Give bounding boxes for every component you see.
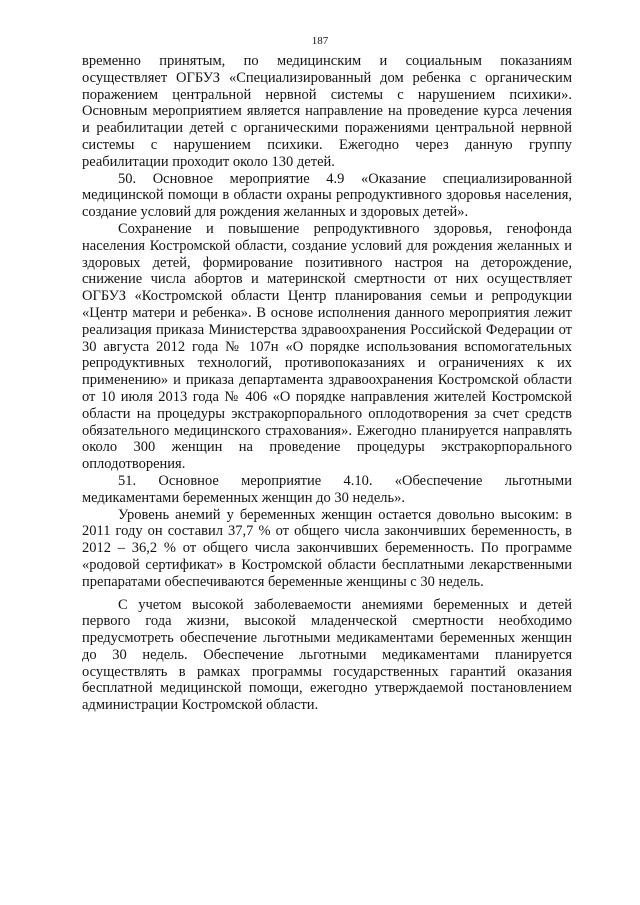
page-number: 187 [311,35,329,47]
paragraph-item-50: 50. Основное мероприятие 4.9 «Оказание специализированной медицинской помощи в области охраны репродуктивного здоровья населения, создание условий для рождения желанных и здоровых детей». [82,170,572,221]
paragraph-item-51: 51. Основное мероприятие 4.10. «Обеспечение льготными медикаментами беременных женщин до 30 недель». [82,472,572,506]
document-body [82,53,572,714]
paragraph-anemia-level: Уровень анемий у беременных женщин остается довольно высоким: в 2011 году он составил 37,7 % от общего числа закончивших беременность, в 2012 – 36,2 % от общего числа закончивших беременность. По программе «родовой сертификат» в Костромской области бесплатными лекарственными препаратами обеспечиваются беременные женщины с 30 недель. [82,506,572,590]
paragraph-continuation: временно принятым, по медицинским и социальным показаниям осуществляет ОГБУЗ «Специализированный дом ребенка с органическим поражением центральной нервной системы с нарушением психики». Основным мероприятием является направление на проведение курса лечения и реабилитации детей с органическими поражениями центральной нервной системы с нарушением психики. Ежегодно через данную группу реабилитации проходит около 130 детей. [82,53,572,170]
paragraph-medication-provision: С учетом высокой заболеваемости анемиями беременных и детей первого года жизни, высокой младенческой смертности необходимо предусмотреть обеспечение льготными медикаментами беременных женщин до 30 недель. Обеспечение льготными медикаментами планируется осуществлять в рамках программы государственных гарантий оказания бесплатной медицинской помощи, ежегодно утверждаемой постановлением администрации Костромской области. [82,596,572,714]
paragraph-reproductive-health: Сохранение и повышение репродуктивного здоровья, генофонда населения Костромской области, создание условий для рождения желанных и здоровых детей, формирование позитивного настроя на деторождение, снижение числа абортов и материнской смертности от них осуществляет ОГБУЗ «Костромской области Центр планирования семьи и репродукции «Центр матери и ребенка». В основе исполнения данного мероприятия лежит реализация приказа Министерства здравоохранения Российской Федерации от 30 августа 2012 года № 107н «О порядке использования вспомогательных репродуктивных технологий, противопоказаниях и ограничениях к их применению» и приказа департамента здравоохранения Костромской области от 10 июля 2013 года № 406 «О порядке направления жителей Костромской области на процедуры экстракорпорального оплодотворения за счет средств обязательного медицинского страхования». Ежегодно планируется направлять около 300 женщин на проведение процедуры экстракорпорального оплодотворения. [82,220,572,473]
